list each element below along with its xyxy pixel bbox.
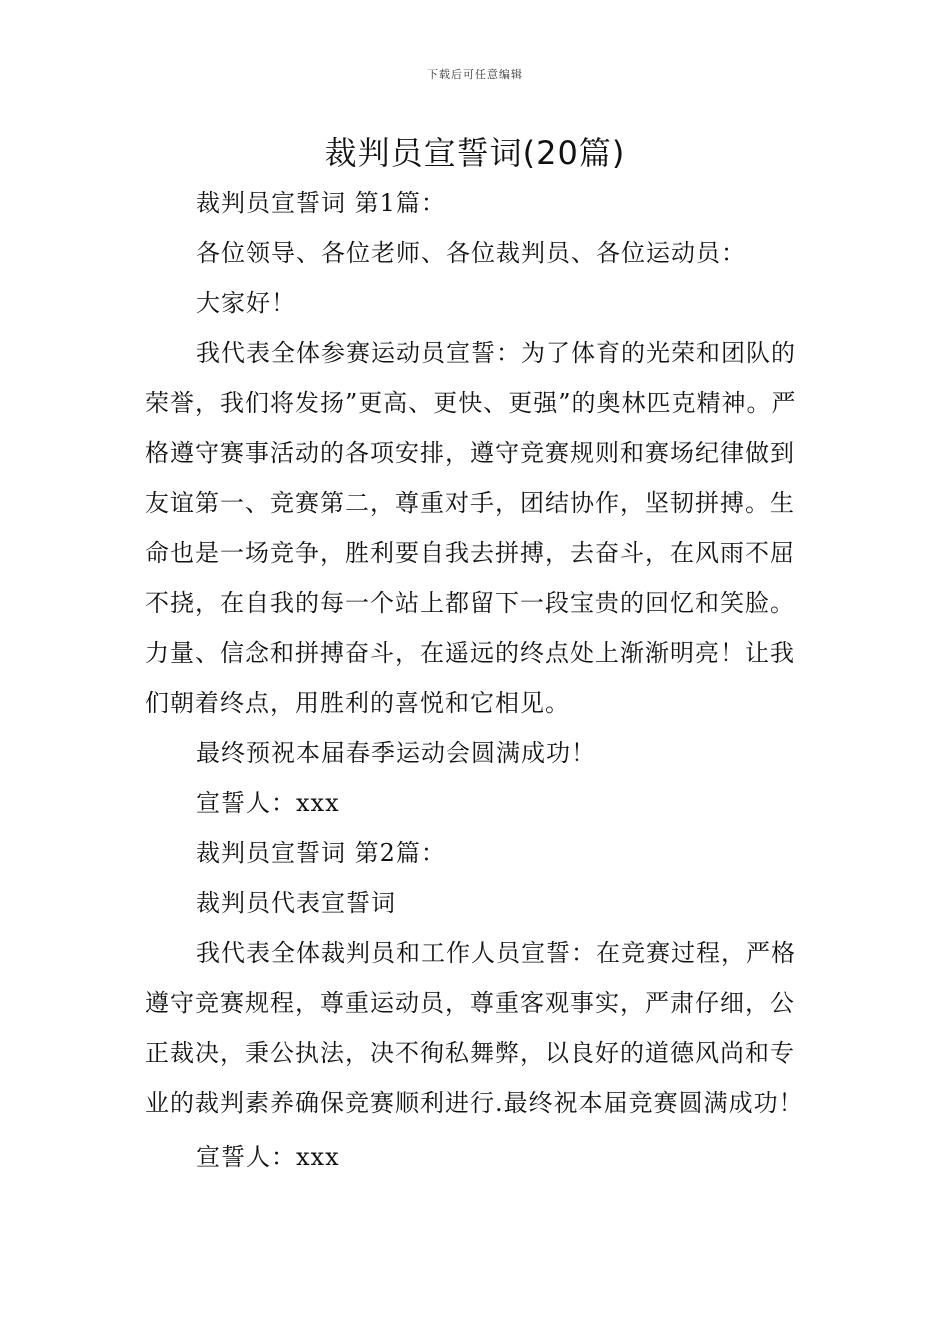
section-heading-2: 裁判员宣誓词 第2篇： bbox=[196, 839, 446, 867]
document-title: 裁判员宣誓词(20篇) bbox=[324, 134, 626, 172]
salutation: 各位领导、各位老师、各位裁判员、各位运动员： bbox=[196, 239, 746, 267]
greeting: 大家好！ bbox=[196, 289, 296, 317]
document-body bbox=[145, 178, 815, 1182]
oath-paragraph-1: 我代表全体参赛运动员宣誓：为了体育的光荣和团队的荣誉，我们将发扬”更高、更快、更强”的奥林匹克精神。严格遵守赛事活动的各项安排，遵守竞赛规则和赛场纪律做到友谊第一、竞赛第二，尊重对手，团结协作，坚韧拼搏。生命也是一场竞争，胜利要自我去拼搏，去奋斗，在风雨不屈不挠，在自我的每一个站上都留下一段宝贵的回忆和笑脸。力量、信念和拼搏奋斗，在遥远的终点处上渐渐明亮！让我们朝着终点，用胜利的喜悦和它相见。 bbox=[145, 339, 797, 717]
oath-signer-1: 宣誓人：xxx bbox=[196, 789, 340, 817]
oath-paragraph-2: 我代表全体裁判员和工作人员宣誓：在竞赛过程，严格遵守竞赛规程，尊重运动员，尊重客观事实，严肃仔细，公正裁决，秉公执法，决不徇私舞弊，以良好的道德风尚和专业的裁判素养确保竞赛顺利进行.最终祝本届竞赛圆满成功！ bbox=[145, 939, 804, 1117]
section-heading-1: 裁判员宣誓词 第1篇： bbox=[196, 189, 446, 217]
section-subtitle-2: 裁判员代表宣誓词 bbox=[196, 889, 396, 917]
closing-wish-1: 最终预祝本届春季运动会圆满成功！ bbox=[196, 739, 596, 767]
oath-signer-2: 宣誓人：xxx bbox=[196, 1143, 340, 1171]
page-header: 下载后可任意编辑 bbox=[427, 68, 523, 81]
